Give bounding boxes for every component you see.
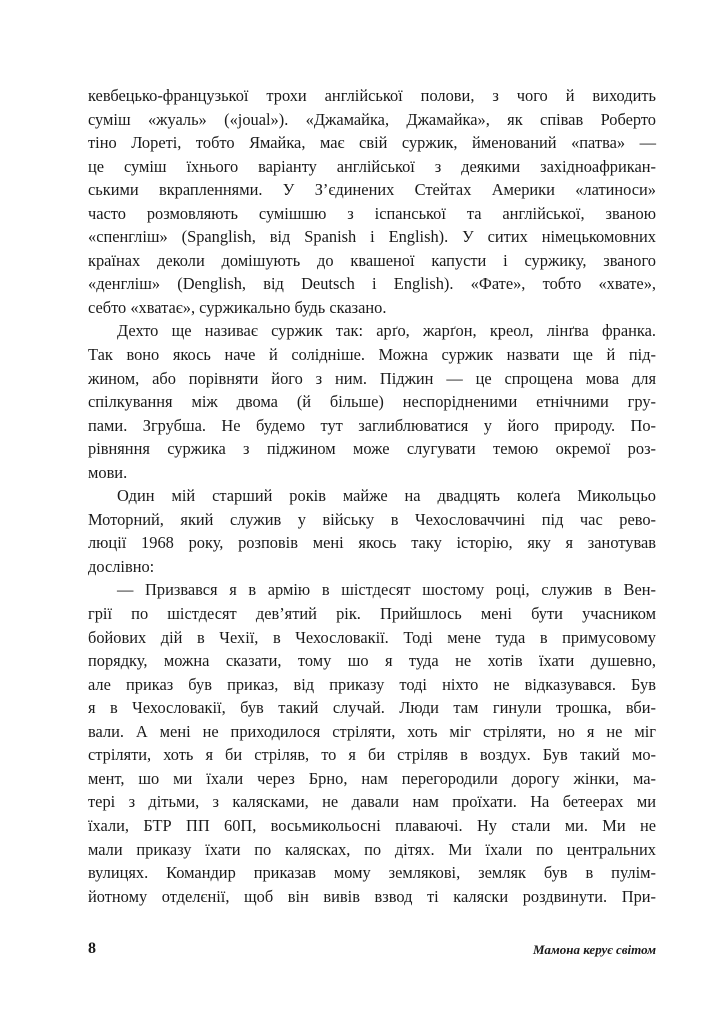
text-line: мент, шо ми їхали через Брно, нам перегородили дорогу жінки, ма- bbox=[88, 768, 656, 788]
text-line: ськими вкрапленнями. У З’єдинених Стейтах Америки «латиноси» bbox=[88, 180, 656, 200]
text-line: часто розмовляють сумішшю з іспанської та англійської, званою bbox=[88, 203, 656, 223]
text-line: Так воно якось наче й солідніше. Можна суржик назвати ще й під- bbox=[88, 345, 656, 365]
text-line: грії по шістдесят дев’ятий рік. Прийшлось мені бути учасником bbox=[88, 604, 656, 624]
text-line: себто «хватає», суржикально будь сказано. bbox=[88, 297, 387, 317]
running-title: Мамона керує світом bbox=[532, 942, 656, 957]
text-line: мали приказу їхати по калясках, по дітях. Ми їхали по центральних bbox=[88, 839, 656, 859]
text-line: вали. А мені не приходилося стріляти, хоть міг стріляти, но я не міг bbox=[88, 721, 656, 741]
text-line: жином, або порівняти його з ним. Піджин — це спрощена мова для bbox=[88, 368, 656, 388]
text-line: «денгліш» (Denglish, від Deutsch і English). «Фате», тобто «хвате», bbox=[88, 274, 656, 294]
text-line: мови. bbox=[88, 462, 128, 482]
text-line: пами. Згрубша. Не будемо тут заглиблюватися у його природу. По- bbox=[88, 415, 656, 435]
body-text bbox=[88, 84, 656, 908]
text-line: дослівно: bbox=[88, 556, 155, 576]
text-line: тіно Лореті, тобто Ямайка, має свій суржик, йменований «патва» — bbox=[88, 133, 656, 153]
text-line: спілкування між двома (й більше) неспорідненими етнічними гру- bbox=[88, 392, 656, 412]
text-line: я в Чехословакії, був такий случай. Люди там гинули трошка, вби- bbox=[88, 698, 656, 718]
text-line: люції 1968 року, розповів мені якось таку історію, яку я занотував bbox=[88, 533, 656, 553]
text-line: суміш «жуаль» («joual»). «Джамайка, Джамайка», як співав Роберто bbox=[88, 109, 656, 129]
text-line: «спенгліш» (Spanglish, від Spanish і English). У ситих німецькомовних bbox=[88, 227, 656, 247]
page-number: 8 bbox=[88, 940, 96, 957]
text-line: країнах деколи домішують до квашеної капусти і суржику, званого bbox=[88, 250, 656, 270]
text-line: тері з дітьми, з калясками, не давали нам проїхати. На бетеерах ми bbox=[88, 792, 656, 812]
text-line: рівняння суржика з піджином може слугувати темою окремої роз- bbox=[88, 439, 656, 459]
text-line: вулицях. Командир приказав мому землякові, земляк був в пулім- bbox=[88, 863, 656, 883]
text-line: це суміш їхнього варіанту англійської з деякими західноафрикан- bbox=[88, 156, 656, 176]
text-line: їхали, БТР ПП 60П, восьмикольосні плаваючі. Ну стали ми. Ми не bbox=[88, 815, 656, 835]
text-line: — Призвався я в армію в шістдесят шостому році, служив в Вен- bbox=[117, 580, 656, 600]
text-line: Моторний, який служив у війську в Чехословаччині під час рево- bbox=[88, 509, 656, 529]
text-line: бойових дій в Чехії, в Чехословакії. Тоді мене туда в примусовому bbox=[88, 627, 656, 647]
text-line: кевбецько-французької трохи англійської полови, з чого й виходить bbox=[88, 86, 656, 105]
text-line: порядку, можна сказати, тому шо я туда не хотів їхати душевно, bbox=[88, 651, 656, 671]
text-line: йотному отделєнії, щоб він вивів взвод ті каляски роздвинути. При- bbox=[88, 886, 656, 906]
text-line: Дехто ще називає суржик так: арґо, жарґон, креол, лінґва франка. bbox=[117, 321, 656, 341]
text-line: але приказ був приказ, від приказу тоді ніхто не відказувався. Був bbox=[88, 674, 656, 694]
text-line: Один мій старший років майже на двадцять колеґа Микольцьо bbox=[117, 486, 656, 506]
text-line: стріляти, хоть я би стріляв, то я би стріляв в воздух. Був такий мо- bbox=[88, 745, 656, 765]
